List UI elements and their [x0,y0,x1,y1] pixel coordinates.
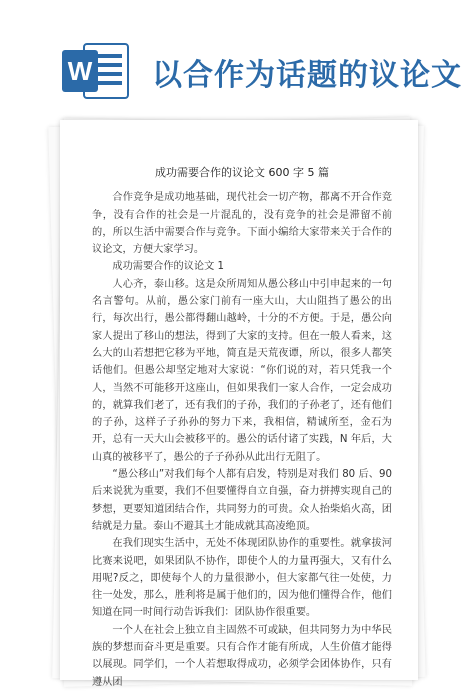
document-title: 成功需要合作的议论文 600 字 5 篇 [155,166,329,179]
document-page [60,120,418,688]
intro-paragraph: 合作竞争是成功地基础，现代社会一切产物，都离不开合作竞争，没有合作的社会是一片混乱的，没有竞争的社会是滞留不前的，所以生活中需要合作与竞争。下面小编给大家带来关于合作的议论文，方便大家学习。 [92,192,392,256]
document-body [92,164,392,691]
body-paragraph: 一个人在社会上独立自主固然不可或缺，但共同努力为中华民族的梦想而奋斗更是重要。只有合作才能有所成，人生价值才能得以展现。同学们，一个人若想取得成功，必须学会团体协作，只有遵从团 [92,624,392,688]
body-paragraph: “愚公移山”对我们每个人都有启发，特别是对我们 80 后、90 后来说犹为重要，我们不但要懂得自立自强，奋力拼搏实现自己的梦想，更要知道团结合作，共同努力的可贵。众人抬柴焰火高，团结就是力量。泰山不避其土才能成就其高凌绝顶。 [92,469,392,532]
body-paragraph: 人心齐，泰山移。这是众所周知从愚公移山中引申起来的一句名言警句。从前，愚公家门前有一座大山，大山阻挡了愚公的出行，每次出行，愚公都得翻山越岭，十分的不方便。于是，愚公向家人提出了移山的想法，得到了大家的支持。但在一般人看来，这么大的山若想把它移为平地，简直是天荒夜谭，所以，很多人都笑话他们。但愚公却坚定地对大家说：“你们说的对，若只凭我一个人，当然不可能移开这座山，但如果我们一家人合作，一定会成功的，就算我们老了，还有我们的子孙，我们的子孙老了，还有他们的子孙，这样子子孙孙的努力下来，我相信，精诚所至，金石为开，总有一天大山会被移平的。愚公的话付诸了实践，N 年后，大山真的被移平了，愚公的子子孙孙从此出行无阻了。 [92,278,392,463]
section-heading: 成功需要合作的议论文 1 [112,261,224,273]
banner-title: 以合作为话题的议论文 [152,58,462,93]
word-logo-letter: W [67,56,93,86]
banner [0,0,474,112]
word-document-icon [62,40,132,102]
body-paragraph: 在我们现实生活中，无处不体现团队协作的重要性。就拿拔河比赛来说吧，如果团队不协作，即使个人的力量再强大，又有什么用呢?反之，即使每个人的力量很渺小，但大家都气往一处使，力往一处发，那么，胜利将是属于他们的，因为他们懂得合作，他们知道在同一时间行动告诉我们：团队协作很重要。 [92,538,392,619]
